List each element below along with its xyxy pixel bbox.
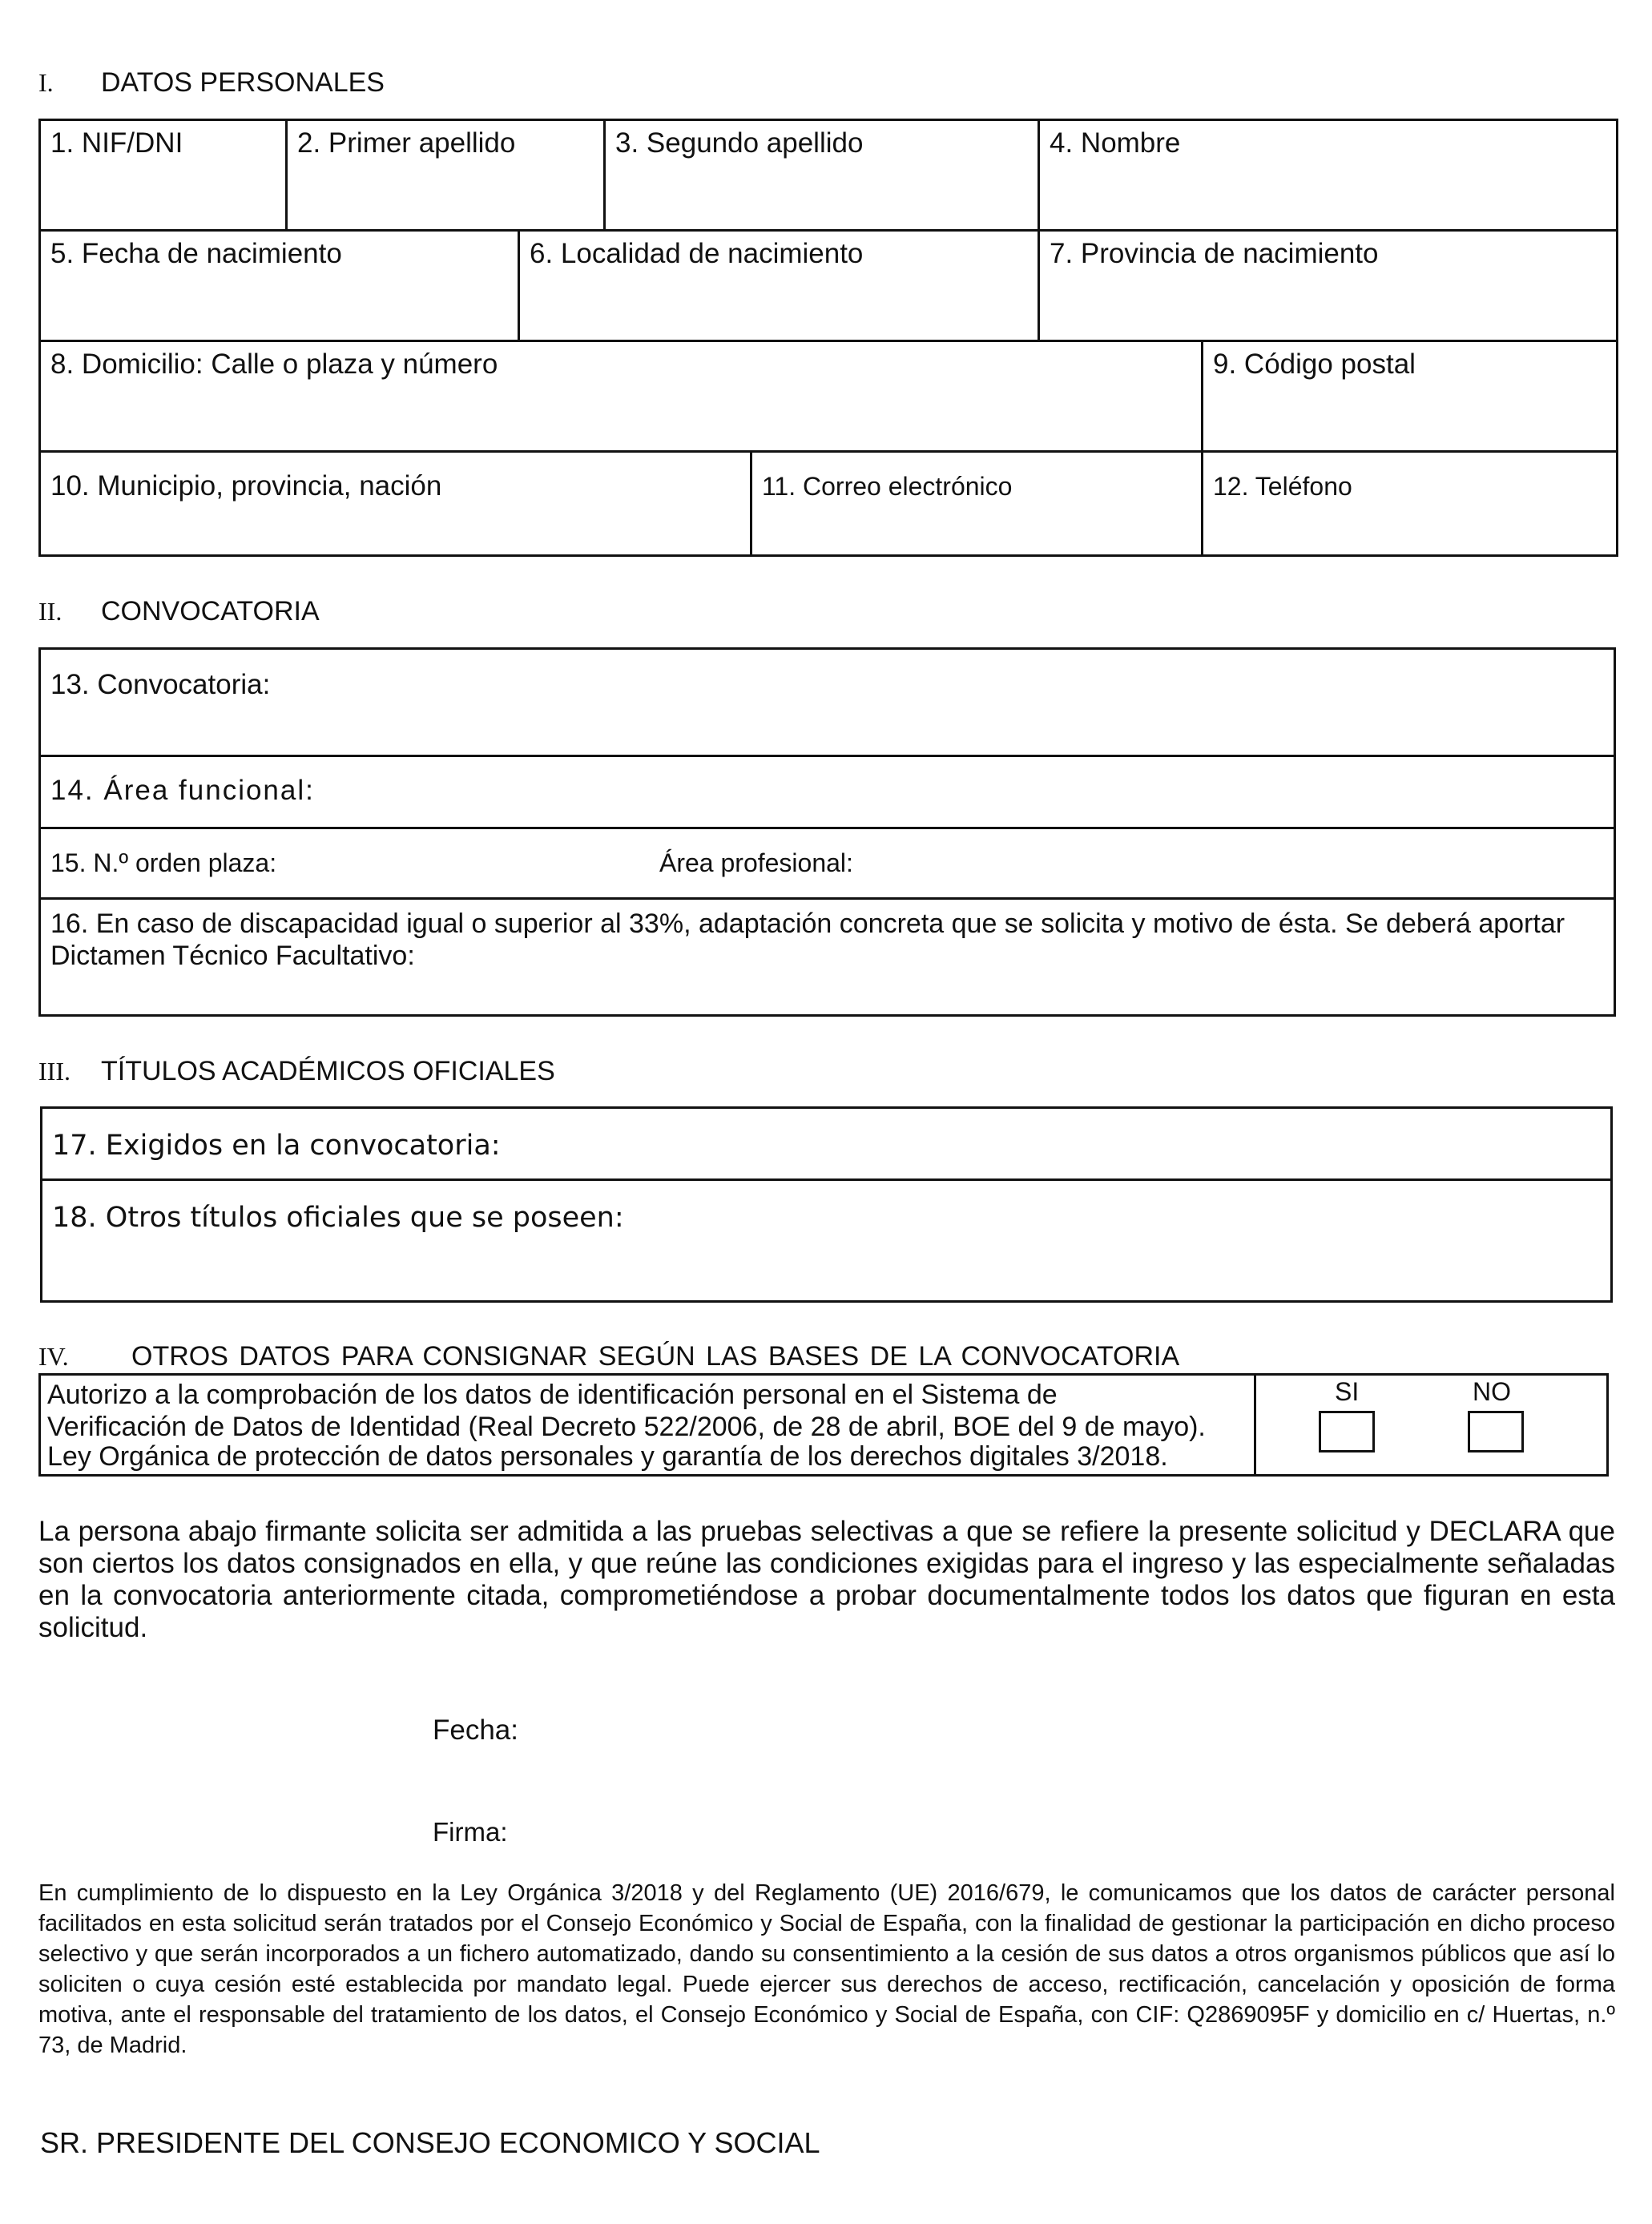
- first-surname-label: 2. Primer apellido: [297, 127, 516, 159]
- signature-label: Firma:: [433, 1817, 508, 1847]
- section-number: IV.: [38, 1342, 69, 1371]
- functional-area-field[interactable]: [40, 756, 1615, 828]
- order-number-label: 15. N.º orden plaza:: [50, 848, 277, 877]
- authorization-choice: [1255, 1375, 1608, 1476]
- section-number: I.: [38, 68, 54, 97]
- titulos-table: [40, 1106, 1613, 1303]
- section-heading-datos-personales: [38, 67, 385, 99]
- email-field[interactable]: [751, 452, 1203, 556]
- convocatoria-field[interactable]: [40, 649, 1615, 756]
- convocatoria-table: [38, 647, 1616, 1017]
- section-title: OTROS DATOS PARA CONSIGNAR SEGÚN LAS BASES DE LA CONVOCATORIA: [131, 1341, 1180, 1372]
- birth-province-field[interactable]: [1039, 231, 1618, 341]
- section-title: TÍTULOS ACADÉMICOS OFICIALES: [101, 1056, 555, 1086]
- name-field[interactable]: [1039, 120, 1618, 231]
- other-degrees-field[interactable]: [42, 1180, 1612, 1302]
- section-number: II.: [38, 597, 62, 626]
- declaration-text: La persona abajo firmante solicita ser admitida a las pruebas selectivas a que se refiere la presente solicitud y DECLARA que son ciertos los datos consignados en ella, y que reúne las condiciones exigidas para el ingreso y las especialmente señaladas en la convocatoria anteriormente citada, comprometiéndose a probar documentalmente todos los datos que figuran en esta solicitud.: [38, 1516, 1615, 1643]
- first-surname-field[interactable]: [287, 120, 605, 231]
- name-label: 4. Nombre: [1050, 127, 1181, 159]
- nif-label: 1. NIF/DNI: [50, 127, 183, 159]
- authorization-line-2: Verificación de Datos de Identidad (Real Decreto 522/2006, de 28 de abril, BOE del 9 de mayo).: [47, 1412, 1206, 1442]
- second-surname-label: 3. Segundo apellido: [615, 127, 864, 159]
- birth-date-label: 5. Fecha de nacimiento: [50, 238, 342, 269]
- postal-code-label: 9. Código postal: [1213, 349, 1416, 380]
- personal-data-table: [38, 119, 1618, 557]
- addressee: SR. PRESIDENTE DEL CONSEJO ECONOMICO Y SOCIAL: [40, 2126, 820, 2159]
- order-number-field[interactable]: [40, 828, 1615, 899]
- section-number: III.: [38, 1057, 71, 1086]
- phone-label: 12. Teléfono: [1213, 472, 1352, 501]
- date-label: Fecha:: [433, 1714, 518, 1746]
- birth-locality-field[interactable]: [519, 231, 1039, 341]
- professional-area-label: Área profesional:: [659, 848, 853, 877]
- section-title: DATOS PERSONALES: [101, 67, 385, 98]
- nif-field[interactable]: [40, 120, 287, 231]
- section-title: CONVOCATORIA: [101, 596, 320, 627]
- municipality-field[interactable]: [40, 452, 751, 556]
- authorization-line-3: Ley Orgánica de protección de datos personales y garantía de los derechos digitales 3/2018.: [47, 1441, 1168, 1472]
- data-protection-notice: En cumplimiento de lo dispuesto en la Ley Orgánica 3/2018 y del Reglamento (UE) 2016/679, le comunicamos que los datos de carácter personal facilitados en esta solicitud serán tratados por el Consejo Económico y Social de España, con la finalidad de gestionar la participación en dicho proceso selectivo y que serán incorporados a un fichero automatizado, dando su consentimiento a la cesión de sus datos a otros organismos públicos que así lo soliciten o cuya cesión esté establecida por mandato legal. Puede ejercer sus derechos de acceso, rectificación, cancelación y oposición de forma motiva, ante el responsable del tratamiento de los datos, el Consejo Económico y Social de España, con CIF: Q2869095F y domicilio en c/ Huertas, n.º 73, de Madrid.: [38, 1880, 1615, 2058]
- birth-date-field[interactable]: [40, 231, 519, 341]
- email-label: 11. Correo electrónico: [762, 472, 1013, 501]
- convocatoria-label: 13. Convocatoria:: [50, 669, 271, 700]
- si-label: SI: [1335, 1377, 1360, 1406]
- si-checkbox[interactable]: [1319, 1411, 1375, 1452]
- section-heading-convocatoria: [38, 596, 320, 627]
- second-surname-field[interactable]: [605, 120, 1039, 231]
- disability-adaptation-label: 16. En caso de discapacidad igual o superior al 33%, adaptación concreta que se solicita y motivo de ésta. Se deberá aportar Dictamen Técnico Facultativo:: [50, 909, 1565, 971]
- required-degrees-label: 17. Exigidos en la convocatoria:: [52, 1130, 501, 1162]
- section-heading-titulos: [38, 1056, 555, 1087]
- authorization-text: [40, 1375, 1255, 1476]
- birth-locality-label: 6. Localidad de nacimiento: [530, 238, 864, 269]
- other-degrees-label: 18. Otros títulos oficiales que se poseen:: [52, 1202, 624, 1234]
- phone-field[interactable]: [1203, 452, 1618, 556]
- authorization-line-1: Autorizo a la comprobación de los datos de identificación personal en el Sistema de: [47, 1380, 1058, 1410]
- required-degrees-field[interactable]: [42, 1108, 1612, 1180]
- no-label: NO: [1473, 1377, 1511, 1406]
- disability-adaptation-field[interactable]: [40, 899, 1615, 1016]
- municipality-label: 10. Municipio, provincia, nación: [50, 470, 442, 502]
- authorization-table: [38, 1373, 1609, 1477]
- postal-code-field[interactable]: [1203, 341, 1618, 452]
- no-checkbox[interactable]: [1468, 1411, 1524, 1452]
- address-label: 8. Domicilio: Calle o plaza y número: [50, 349, 498, 380]
- address-field[interactable]: [40, 341, 1203, 452]
- section-heading-otros-datos: [38, 1341, 1179, 1372]
- birth-province-label: 7. Provincia de nacimiento: [1050, 238, 1379, 269]
- functional-area-label: 14. Área funcional:: [50, 775, 315, 806]
